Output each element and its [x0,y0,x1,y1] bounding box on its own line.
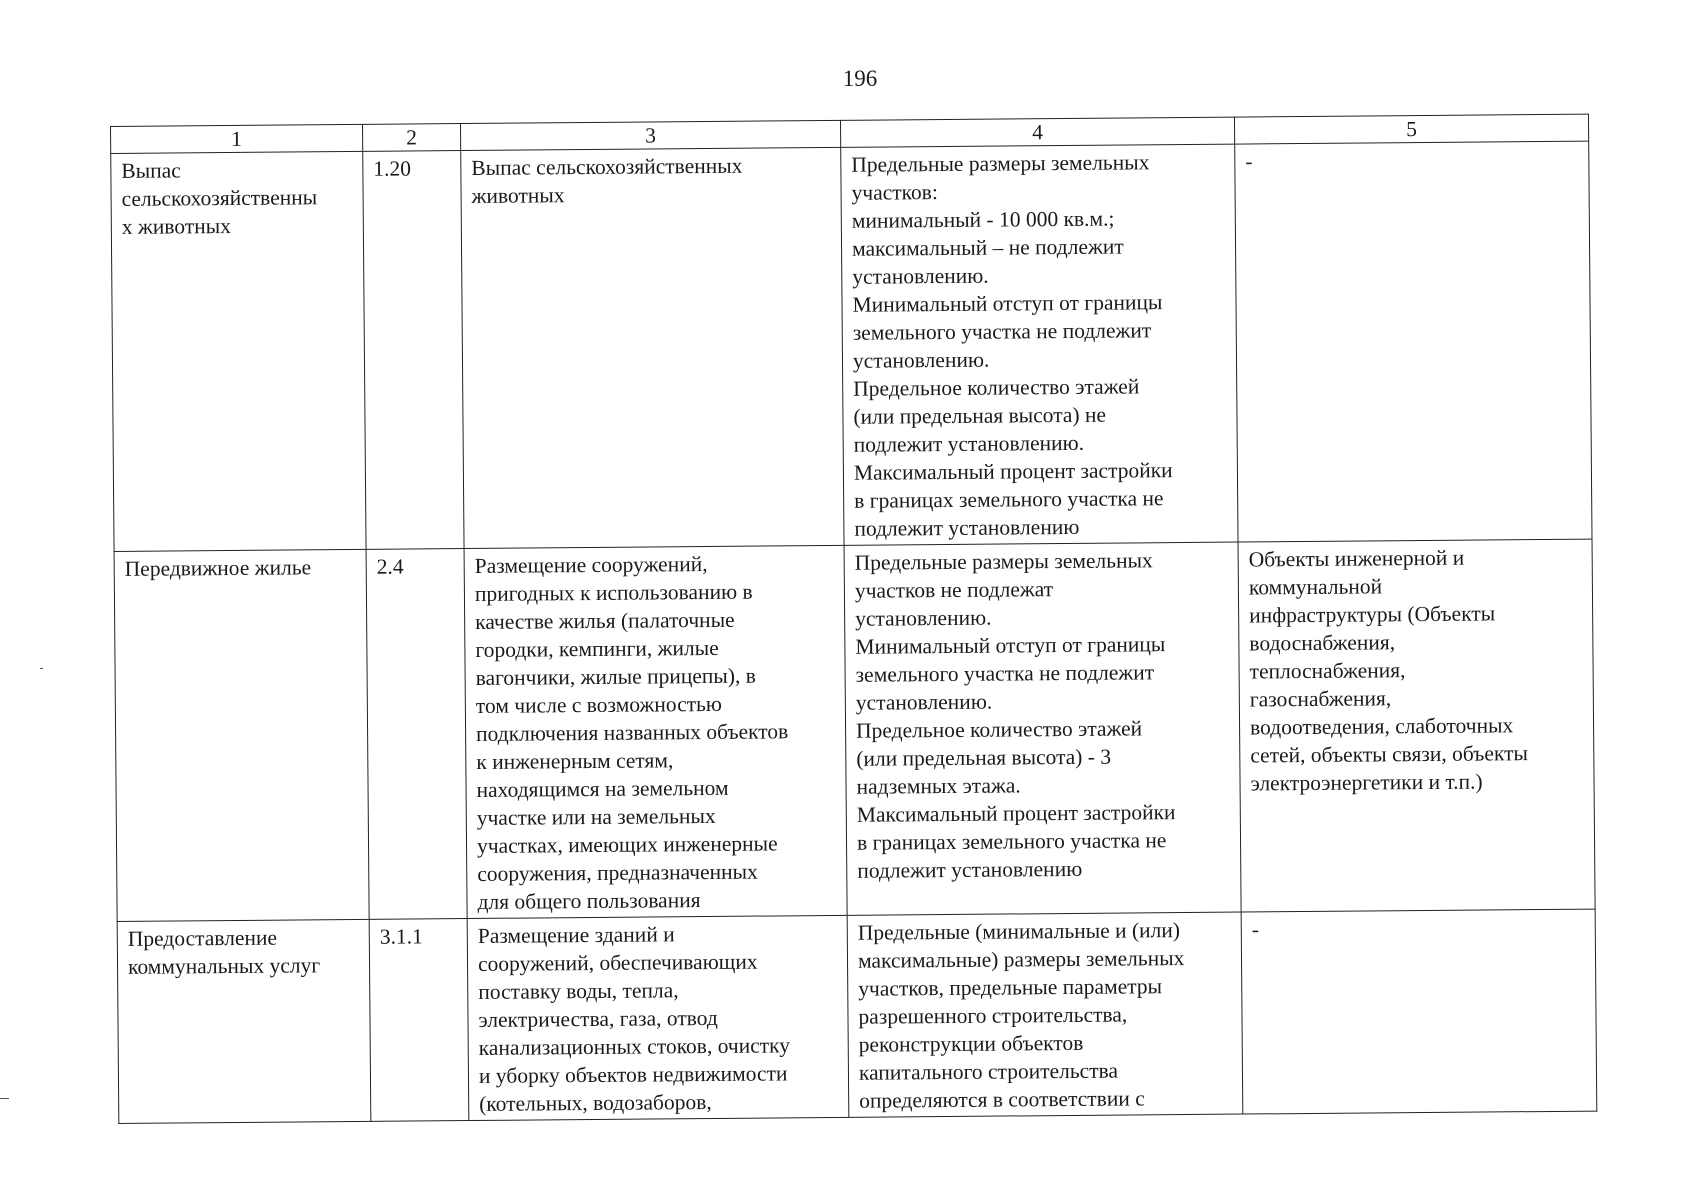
construction-parameters: Предельные (минимальные и (или) максимальные) размеры земельных участков, предельные параметры разрешенного строительства, реконструкции объектов капитального строительства определяются в соответствии с [847,912,1243,1117]
column-number-4: 4 [840,117,1234,147]
auxiliary-uses: Объекты инженерной и коммунальной инфраструктуры (Объекты водоснабжения, теплоснабжения, газоснабжения, водоотведения, слаботочных сетей, объекты связи, объекты электроэнергетики и т.п.) [1238,539,1595,912]
table-row [117,909,1597,1123]
column-number-5: 5 [1234,114,1588,144]
column-number-1: 1 [111,124,363,153]
column-number-3: 3 [460,120,840,150]
table-row [111,141,1592,551]
column-number-2: 2 [362,124,460,152]
construction-parameters: Предельные размеры земельных участков не подлежат установлению. Минимальный отступ от границы земельного участка не подлежит установлению. Предельное количество этажей (или предельная высота) - 3 надземных этажа. Максимальный процент застройки в границах земельного участка не подлежит установлению [844,542,1241,915]
document-sheet [110,114,1596,1120]
margin-mark [40,668,43,669]
construction-parameters: Предельные размеры земельных участков: минимальный - 10 000 кв.м.; максимальный – не подлежит установлению. Минимальный отступ от границы земельного участка не подлежит установлению. Предельное количество этажей (или предельная высота) не подлежит установлению. Максимальный процент застройки в границах земельного участка не подлежит установлению [841,144,1238,545]
use-type-code: 1.20 [363,151,464,550]
table-row [114,539,1595,921]
use-type-name: Передвижное жилье [114,549,369,921]
margin-mark [0,1098,9,1099]
use-type-code: 2.4 [366,549,467,920]
use-type-code: 3.1.1 [369,919,469,1122]
auxiliary-uses: - [1241,909,1597,1114]
use-type-description: Размещение сооружений, пригодных к использованию в качестве жилья (палаточные городки, кемпинги, жилые вагончики, жилые прицепы), в том числе с возможностью подключения названных объектов к инженерным сетям, находящимся на земельном участке или на земельных участках, имеющих инженерные сооружения, предназначенных для общего пользования [464,545,847,918]
use-type-description: Выпас сельскохозяйственных животных [461,147,844,548]
use-type-name: Предоставление коммунальных услуг [117,919,371,1123]
use-type-description: Размещение зданий и сооружений, обеспечивающих поставку воды, тепла, электричества, газа, отвод канализационных стоков, очистку и уборку объектов недвижимости (котельных, водозаборов, [467,915,849,1120]
zoning-regulations-table [110,114,1597,1124]
page-number: 196 [842,66,878,91]
use-type-name: Выпас сельскохозяйственны х животных [111,151,366,551]
auxiliary-uses: - [1235,141,1592,542]
